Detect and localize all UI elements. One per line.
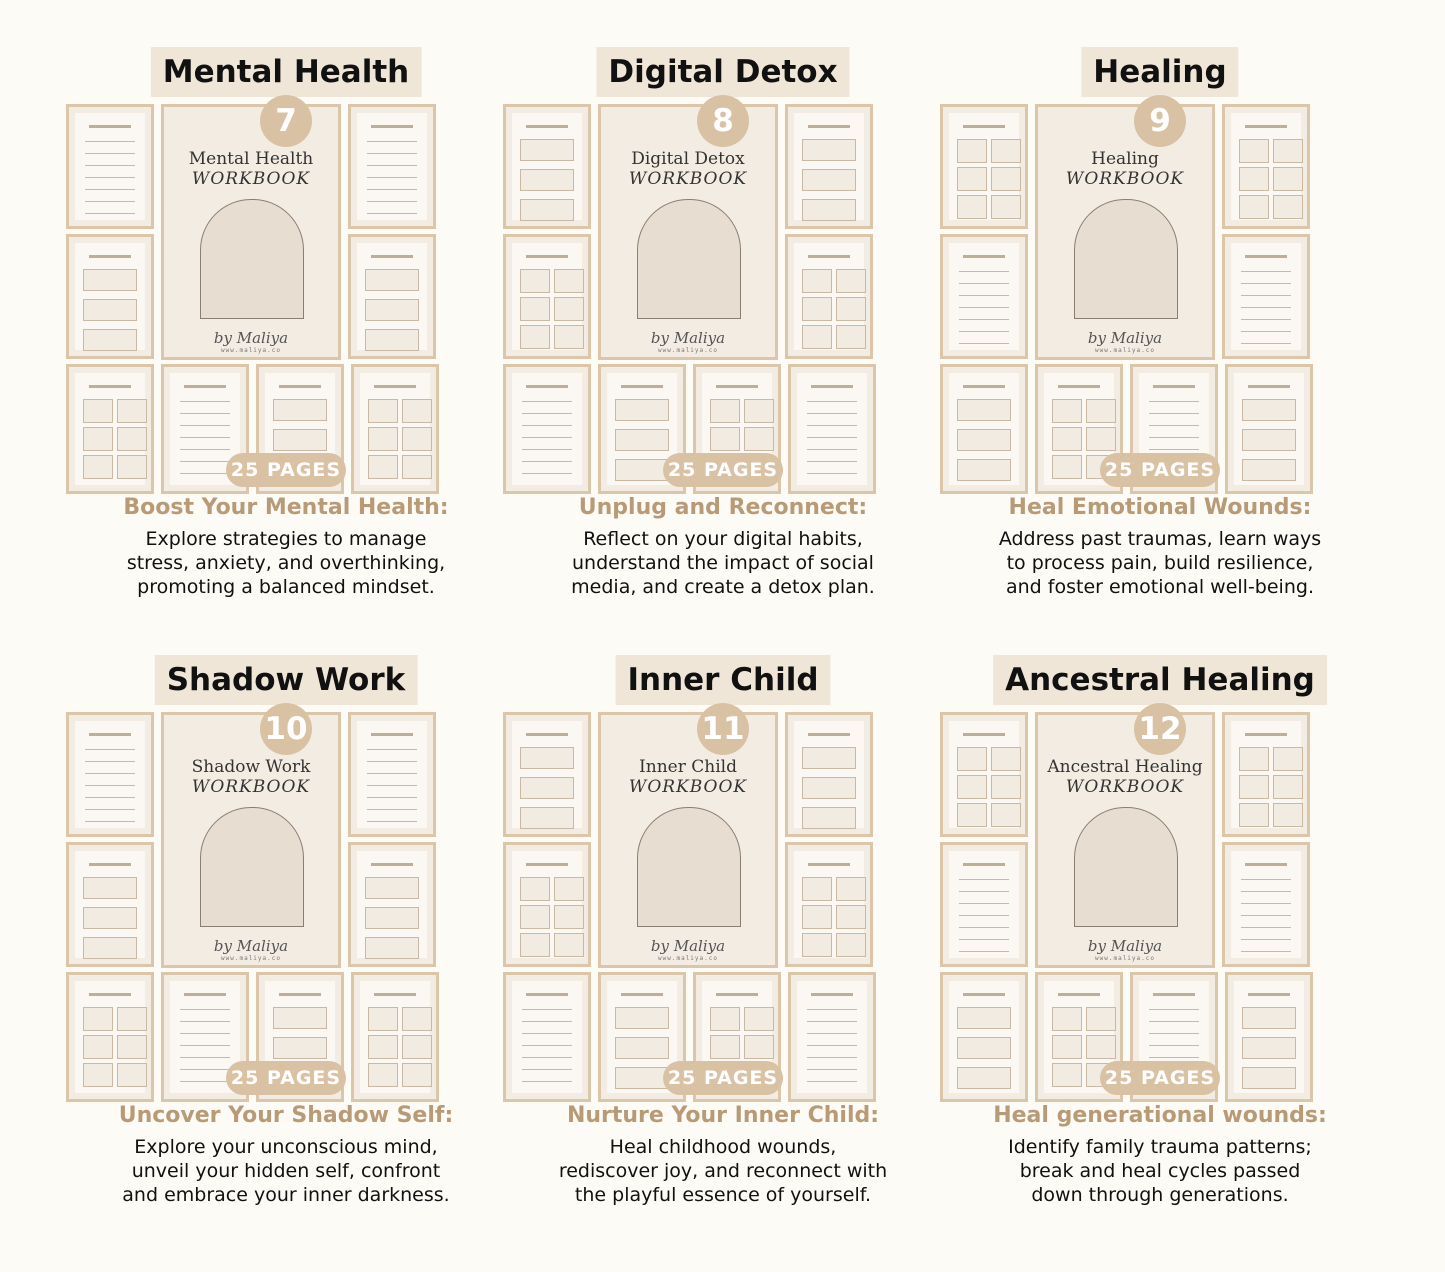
description-line: stress, anxiety, and overthinking, [126, 552, 446, 574]
workbook-page-preview [66, 712, 154, 837]
cover-subtitle: WORKBOOK [191, 169, 311, 189]
workbook-page-preview [785, 234, 873, 359]
workbook-page-preview [66, 364, 154, 494]
benefit-heading: Heal Emotional Wounds: [1008, 495, 1312, 520]
workbook-page-preview [940, 712, 1028, 837]
workbook-number-badge: 12 [1134, 703, 1186, 755]
line-art-illustration [637, 199, 741, 319]
workbook-preview [503, 712, 943, 1104]
workbook-page-preview [503, 104, 591, 229]
workbook-cover [1035, 104, 1215, 360]
workbook-page-preview [66, 972, 154, 1102]
workbook-cover [161, 712, 341, 968]
page-count-badge: 25 PAGES [663, 1061, 783, 1095]
workbook-preview [503, 104, 943, 496]
workbook-page-preview [785, 712, 873, 837]
workbook-panel [940, 47, 1380, 647]
workbook-title: Ancestral Healing [993, 655, 1327, 705]
cover-title: Mental Health [188, 149, 314, 169]
page-count-badge: 25 PAGES [226, 453, 346, 487]
workbook-preview [940, 712, 1380, 1104]
benefit-heading: Heal generational wounds: [993, 1103, 1327, 1128]
workbook-number-badge: 8 [697, 95, 749, 147]
workbook-cover [598, 712, 778, 968]
cover-signature: by Maliya [213, 329, 289, 347]
workbook-number-badge: 11 [697, 703, 749, 755]
workbook-page-preview [1225, 364, 1313, 494]
workbook-page-preview [1225, 972, 1313, 1102]
cover-subtitle: WORKBOOK [628, 777, 748, 797]
workbook-page-preview [503, 234, 591, 359]
workbook-panel [66, 655, 506, 1255]
workbook-page-preview [1222, 104, 1310, 229]
page-count-badge: 25 PAGES [1100, 453, 1220, 487]
cover-signature: by Maliya [1087, 329, 1163, 347]
workbook-page-preview [503, 972, 591, 1102]
workbook-preview [940, 104, 1380, 496]
cover-title: Healing [1091, 149, 1159, 169]
workbook-title: Healing [1081, 47, 1238, 97]
benefit-heading: Boost Your Mental Health: [123, 495, 449, 520]
line-art-illustration [200, 807, 304, 927]
workbook-title: Digital Detox [596, 47, 849, 97]
benefit-heading: Unplug and Reconnect: [578, 495, 868, 520]
description-line: and embrace your inner darkness. [122, 1184, 450, 1206]
description-line: rediscover joy, and reconnect with [558, 1160, 888, 1182]
line-art-illustration [637, 807, 741, 927]
description-line: Identify family trauma patterns; [1008, 1136, 1312, 1158]
cover-signature: by Maliya [1087, 937, 1163, 955]
description-line: Explore strategies to manage [145, 528, 427, 550]
cover-title: Digital Detox [631, 149, 745, 169]
workbook-page-preview [788, 364, 876, 494]
workbook-panel [503, 655, 943, 1255]
benefit-description [920, 527, 1400, 599]
cover-website: www.maliya.co [221, 347, 281, 354]
workbook-title: Shadow Work [155, 655, 418, 705]
description-line: the playful essence of yourself. [574, 1184, 872, 1206]
workbook-preview [66, 104, 506, 496]
cover-subtitle: WORKBOOK [1065, 169, 1185, 189]
benefit-description [46, 1135, 526, 1207]
description-line: Heal childhood wounds, [609, 1136, 837, 1158]
cover-subtitle: WORKBOOK [1065, 777, 1185, 797]
workbook-page-preview [1222, 712, 1310, 837]
cover-website: www.maliya.co [658, 955, 718, 962]
workbook-page-preview [1222, 234, 1310, 359]
benefit-description [920, 1135, 1400, 1207]
description-line: unveil your hidden self, confront [131, 1160, 441, 1182]
workbook-preview [66, 712, 506, 1104]
workbook-page-preview [348, 842, 436, 967]
workbook-page-preview [940, 364, 1028, 494]
cover-title: Inner Child [639, 757, 737, 777]
cover-website: www.maliya.co [221, 955, 281, 962]
workbook-page-preview [503, 364, 591, 494]
workbook-panel [940, 655, 1380, 1255]
workbook-page-preview [1222, 842, 1310, 967]
line-art-illustration [200, 199, 304, 319]
cover-subtitle: WORKBOOK [628, 169, 748, 189]
benefit-heading: Nurture Your Inner Child: [566, 1103, 880, 1128]
page-count-badge: 25 PAGES [663, 453, 783, 487]
cover-signature: by Maliya [650, 329, 726, 347]
cover-title: Ancestral Healing [1047, 757, 1203, 777]
line-art-illustration [1074, 807, 1178, 927]
workbook-page-preview [940, 972, 1028, 1102]
page-count-badge: 25 PAGES [1100, 1061, 1220, 1095]
workbook-page-preview [66, 104, 154, 229]
workbook-panel [66, 47, 506, 647]
line-art-illustration [1074, 199, 1178, 319]
workbook-number-badge: 10 [260, 703, 312, 755]
cover-subtitle: WORKBOOK [191, 777, 311, 797]
cover-signature: by Maliya [213, 937, 289, 955]
workbook-page-preview [348, 234, 436, 359]
cover-website: www.maliya.co [658, 347, 718, 354]
description-line: Reflect on your digital habits, [583, 528, 863, 550]
cover-signature: by Maliya [650, 937, 726, 955]
workbook-page-preview [940, 842, 1028, 967]
workbook-page-preview [785, 842, 873, 967]
workbook-number-badge: 7 [260, 95, 312, 147]
workbook-page-preview [348, 104, 436, 229]
page-count-badge: 25 PAGES [226, 1061, 346, 1095]
description-line: Address past traumas, learn ways [998, 528, 1322, 550]
description-line: down through generations. [1031, 1184, 1289, 1206]
description-line: break and heal cycles passed [1019, 1160, 1301, 1182]
cover-title: Shadow Work [191, 757, 311, 777]
workbook-panel [503, 47, 943, 647]
description-line: Explore your unconscious mind, [134, 1136, 438, 1158]
workbook-page-preview [785, 104, 873, 229]
workbook-number-badge: 9 [1134, 95, 1186, 147]
workbook-page-preview [66, 842, 154, 967]
workbook-cover [1035, 712, 1215, 968]
description-line: and foster emotional well-being. [1006, 576, 1314, 598]
workbook-title: Inner Child [615, 655, 830, 705]
workbook-page-preview [940, 104, 1028, 229]
workbook-page-preview [348, 712, 436, 837]
workbook-page-preview [351, 972, 439, 1102]
workbook-cover [598, 104, 778, 360]
workbook-page-preview [66, 234, 154, 359]
cover-website: www.maliya.co [1095, 955, 1155, 962]
workbook-page-preview [351, 364, 439, 494]
workbook-title: Mental Health [151, 47, 422, 97]
workbook-page-preview [503, 712, 591, 837]
workbook-page-preview [788, 972, 876, 1102]
description-line: to process pain, build resilience, [1006, 552, 1314, 574]
benefit-heading: Uncover Your Shadow Self: [118, 1103, 454, 1128]
workbook-cover [161, 104, 341, 360]
description-line: promoting a balanced mindset. [137, 576, 435, 598]
workbook-page-preview [940, 234, 1028, 359]
workbook-page-preview [503, 842, 591, 967]
description-line: media, and create a detox plan. [571, 576, 875, 598]
benefit-description [483, 1135, 963, 1207]
benefit-description [483, 527, 963, 599]
cover-website: www.maliya.co [1095, 347, 1155, 354]
description-line: understand the impact of social [572, 552, 874, 574]
benefit-description [46, 527, 526, 599]
